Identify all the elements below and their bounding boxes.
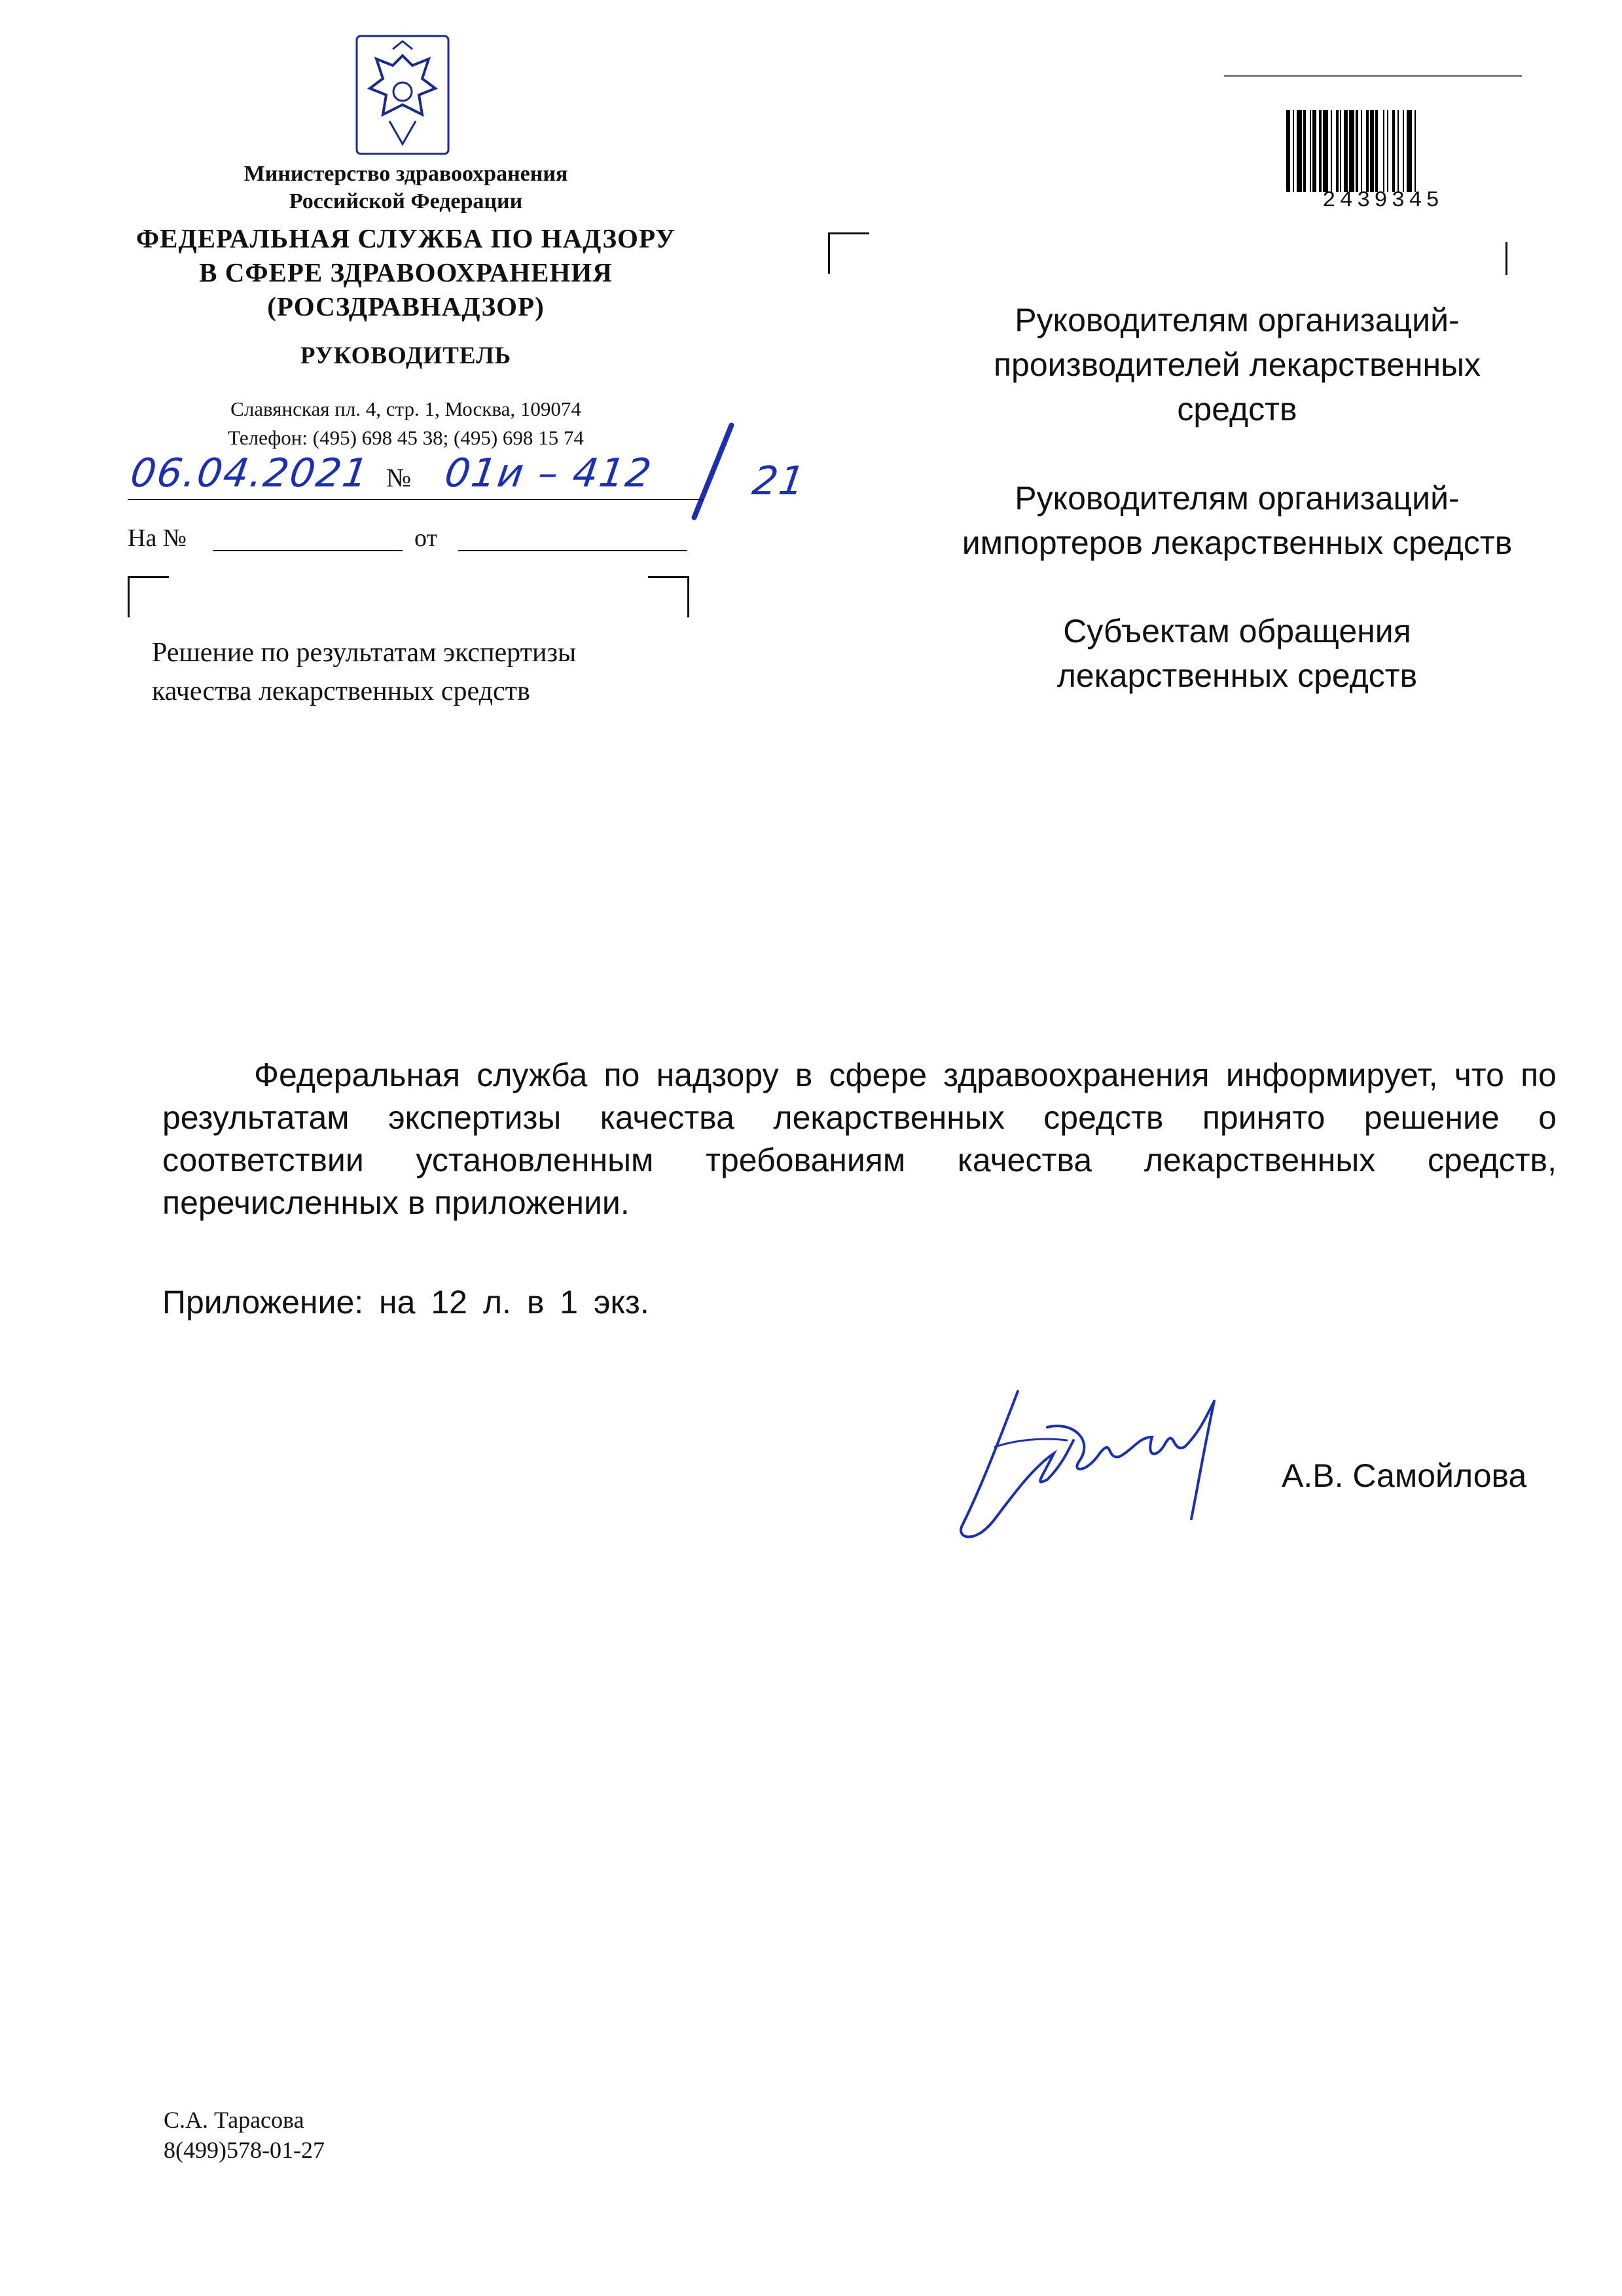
registration-date: 06.04.2021 — [128, 450, 372, 496]
bracket-addressee — [828, 232, 869, 274]
bracket-top-right — [648, 576, 689, 617]
barcode-rule — [1224, 75, 1522, 77]
number-slash — [691, 422, 734, 520]
registration-number-suffix: 21 — [749, 458, 809, 504]
handwritten-signature-icon — [956, 1355, 1283, 1552]
addressee-importers — [916, 476, 1558, 565]
addressee-subjects — [916, 609, 1558, 698]
phone: Телефон: (495) 698 45 38; (495) 698 15 74 — [228, 426, 584, 449]
ministry-name — [164, 160, 648, 215]
addressee-line: лекарственных средств — [1056, 657, 1418, 694]
service-line-3: (РОСЗДРАВНАДЗОР) — [267, 291, 545, 321]
addressee-line: Руководителям организаций- — [1015, 480, 1460, 517]
bracket-tick — [1505, 242, 1507, 275]
body-paragraph — [162, 1054, 1557, 1224]
addressee-manufacturers — [916, 298, 1558, 431]
from-field — [458, 550, 687, 551]
russian-coat-of-arms-icon — [350, 29, 455, 160]
ministry-line-1: Министерство здравоохранения — [243, 162, 568, 186]
number-sign: № — [386, 463, 412, 492]
reply-to-field — [213, 550, 403, 551]
executor-phone: 8(499)578-01-27 — [164, 2137, 325, 2163]
reply-to-label: На № — [128, 524, 187, 552]
barcode-number: 2439345 — [1322, 189, 1443, 213]
contact-block — [131, 395, 681, 452]
head-title: РУКОВОДИТЕЛЬ — [300, 342, 512, 369]
subject-line-2: качества лекарственных средств — [152, 676, 530, 706]
signer-name: А.В. Самойлова — [1282, 1457, 1527, 1494]
from-label: от — [414, 524, 438, 552]
service-line-2: В СФЕРЕ ЗДРАВООХРАНЕНИЯ — [199, 257, 613, 287]
barcode-icon — [1286, 110, 1479, 192]
address: Славянская пл. 4, стр. 1, Москва, 109074 — [230, 397, 581, 420]
addressee-line: импортеров лекарственных средств — [962, 524, 1513, 561]
ministry-line-2: Российской Федерации — [289, 189, 523, 213]
number-underline — [128, 499, 704, 500]
appendix-note: Приложение: на 12 л. в 1 экз. — [162, 1284, 649, 1321]
addressee-line: средств — [1177, 391, 1297, 428]
addressee-line: производителей лекарственных — [993, 346, 1481, 383]
service-name — [105, 221, 707, 323]
subject-line-1: Решение по результатам экспертизы — [152, 638, 577, 668]
executor-name: С.А. Тарасова — [164, 2107, 304, 2133]
registration-number: 01и – 412 — [442, 450, 655, 496]
body-paragraph-text: Федеральная служба по надзору в сфере здравоохранения информирует, что по результатам экспертизы качества лекарственных средств принято решение о соответствии установленным требованиям качества лекарственных средств, перечисленных в приложении. — [162, 1057, 1557, 1221]
addressee-line: Руководителям организаций- — [1015, 302, 1460, 338]
letter-subject — [152, 634, 741, 711]
addressee-line: Субъектам обращения — [1063, 613, 1411, 649]
bracket-top-left — [128, 576, 169, 617]
service-line-1: ФЕДЕРАЛЬНАЯ СЛУЖБА ПО НАДЗОРУ — [135, 223, 676, 253]
executor-block — [164, 2105, 325, 2165]
